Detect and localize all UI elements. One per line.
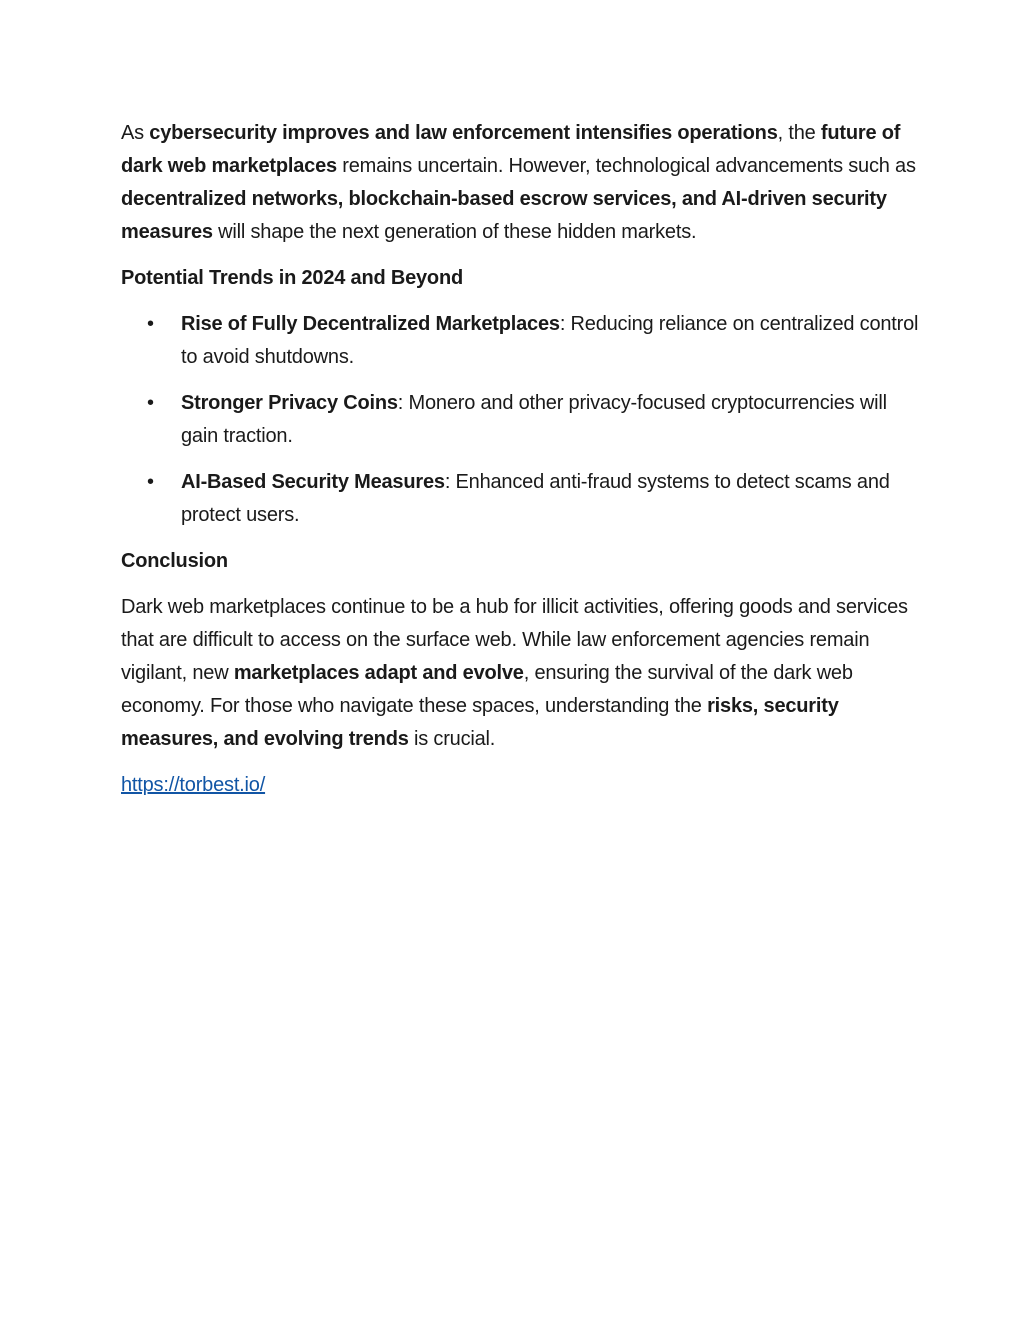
bullet-icon: • bbox=[147, 392, 154, 414]
list-item bbox=[121, 466, 921, 532]
intro-text-3: remains uncertain. However, technological advancements such as bbox=[336, 155, 916, 177]
website-link[interactable]: https://torbest.io/ bbox=[121, 774, 266, 796]
list-item-title: Rise of Fully Decentralized Marketplaces bbox=[181, 313, 560, 335]
conclusion-text-3: is crucial. bbox=[408, 728, 496, 750]
list-item-text: : Monero and other privacy-focused cryptocurrencies will gain traction. bbox=[181, 392, 887, 447]
list-item-text: : Enhanced anti-fraud systems to detect scams and protect users. bbox=[181, 471, 890, 526]
link-paragraph bbox=[121, 769, 921, 802]
bullet-icon: • bbox=[147, 313, 154, 335]
intro-bold-2: future of dark web marketplaces bbox=[121, 122, 901, 177]
intro-text-4: will shape the next generation of these hidden markets. bbox=[212, 221, 697, 243]
list-item-title: AI-Based Security Measures bbox=[181, 471, 445, 493]
intro-paragraph bbox=[121, 117, 921, 249]
trends-heading: Potential Trends in 2024 and Beyond bbox=[121, 267, 463, 289]
intro-text-2: , the bbox=[777, 122, 821, 144]
conclusion-bold-2: risks, security measures, and evolving trends bbox=[121, 695, 839, 750]
document-page bbox=[121, 117, 921, 815]
list-item bbox=[121, 387, 921, 453]
list-item-text: : Reducing reliance on centralized control to avoid shutdowns. bbox=[181, 313, 919, 368]
bullet-icon: • bbox=[147, 471, 154, 493]
conclusion-bold-1: marketplaces adapt and evolve bbox=[233, 662, 524, 684]
list-item bbox=[121, 308, 921, 374]
trends-list bbox=[121, 308, 921, 532]
intro-bold-3: decentralized networks, blockchain-based escrow services, and AI-driven security measures bbox=[121, 188, 887, 243]
conclusion-paragraph bbox=[121, 591, 921, 756]
intro-bold-1: cybersecurity improves and law enforcement intensifies operations bbox=[149, 122, 778, 144]
conclusion-heading: Conclusion bbox=[121, 550, 228, 572]
intro-text-1: As bbox=[121, 122, 150, 144]
conclusion-text-1: Dark web marketplaces continue to be a hub for illicit activities, offering goods and services that are difficult to access on the surface web. While law enforcement agencies remain vigilant, new bbox=[121, 596, 908, 684]
conclusion-text-2: , ensuring the survival of the dark web economy. For those who navigate these spaces, understanding the bbox=[121, 662, 853, 717]
list-item-title: Stronger Privacy Coins bbox=[181, 392, 398, 414]
